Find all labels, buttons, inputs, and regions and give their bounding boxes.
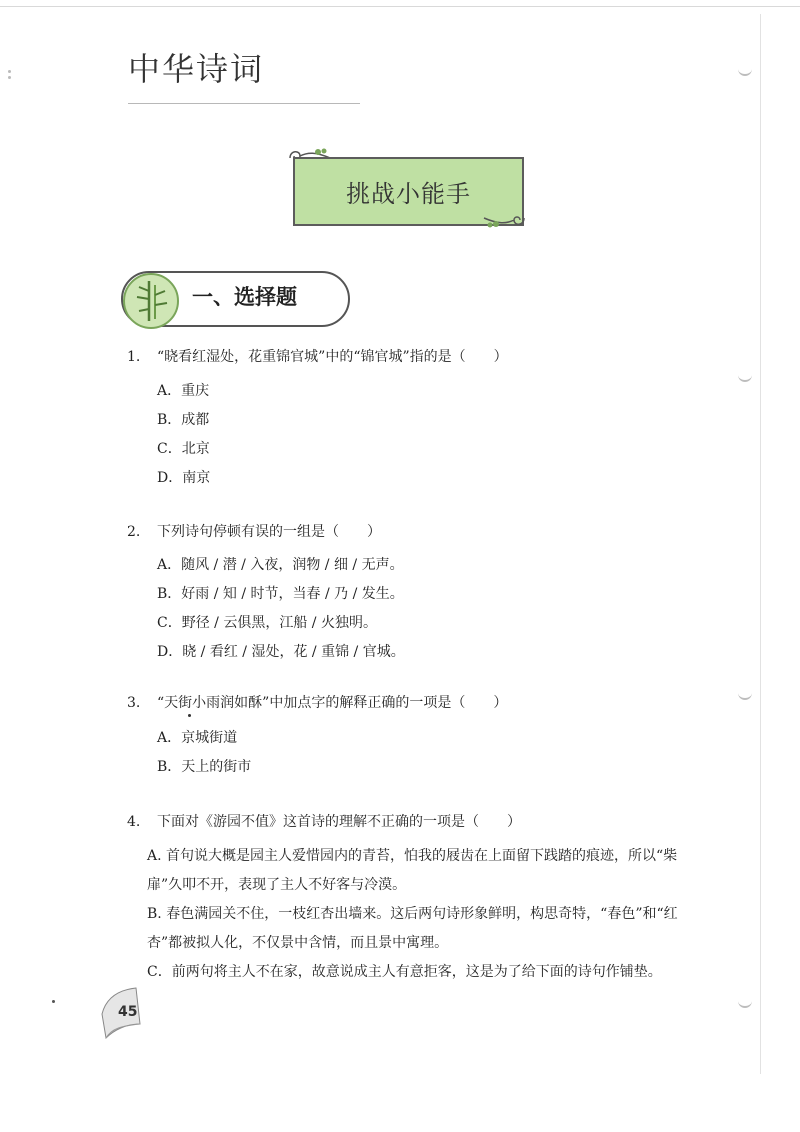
binder-hole xyxy=(738,688,752,700)
question-number: 3. xyxy=(127,695,141,711)
option: A．随风 / 潜 / 入夜，润物 / 细 / 无声。 xyxy=(157,557,404,573)
option-paragraph: 杏”都被拟人化，不仅景中含情，而且景中寓理。 xyxy=(147,935,449,951)
question-stem: 下面对《游园不值》这首诗的理解不正确的一项是（ ） xyxy=(157,814,521,830)
edge-mark xyxy=(8,70,11,73)
option: C．野径 / 云俱黑，江船 / 火独明。 xyxy=(157,615,377,631)
banner-label: 挑战小能手 xyxy=(346,180,471,208)
option-paragraph: 扉”久叩不开，表现了主人不好客与冷漠。 xyxy=(147,877,407,893)
option: A．重庆 xyxy=(157,383,210,399)
title-divider xyxy=(128,103,360,104)
binder-hole xyxy=(738,996,752,1008)
page-right-edge xyxy=(760,14,761,1074)
swirl-ornament-icon xyxy=(478,208,528,232)
option: B．好雨 / 知 / 时节，当春 / 乃 / 发生。 xyxy=(157,586,404,602)
option-paragraph: A. 首句说大概是园主人爱惜园内的青苔，怕我的屐齿在上面留下践踏的痕迹，所以“柴 xyxy=(147,848,678,864)
page-number: 45 xyxy=(118,1004,138,1020)
emphasis-dot xyxy=(188,714,191,717)
option-paragraph: C．前两句将主人不在家，故意说成主人有意拒客，这是为了给下面的诗句作铺垫。 xyxy=(147,964,662,980)
option: B．成都 xyxy=(157,412,210,428)
edge-mark xyxy=(52,1000,55,1003)
question-stem: “天街小雨润如酥”中加点字的解释正确的一项是（ ） xyxy=(157,695,508,711)
question-number: 2. xyxy=(127,524,141,540)
option-paragraph: B. 春色满园关不住，一枝红杏出墙来。这后两句诗形象鲜明，构思奇特，“春色”和“红 xyxy=(147,906,678,922)
question-number: 4. xyxy=(127,814,141,830)
question-number: 1. xyxy=(127,349,141,365)
option: D．南京 xyxy=(157,470,211,486)
option: D．晓 / 看红 / 湿处，花 / 重锦 / 官城。 xyxy=(157,644,405,660)
bamboo-icon xyxy=(123,273,179,329)
option: C．北京 xyxy=(157,441,210,457)
binder-hole xyxy=(738,64,752,76)
book-title: 中华诗词 xyxy=(128,50,265,88)
option: A．京城街道 xyxy=(157,730,238,746)
question-stem: 下列诗句停顿有误的一组是（ ） xyxy=(157,524,381,540)
option: B．天上的街市 xyxy=(157,759,252,775)
question-stem: “晓看红湿处，花重锦官城”中的“锦官城”指的是（ ） xyxy=(157,349,508,365)
page-top-edge xyxy=(0,6,800,7)
edge-mark xyxy=(8,76,11,79)
binder-hole xyxy=(738,370,752,382)
section-title: 一、选择题 xyxy=(192,285,297,309)
